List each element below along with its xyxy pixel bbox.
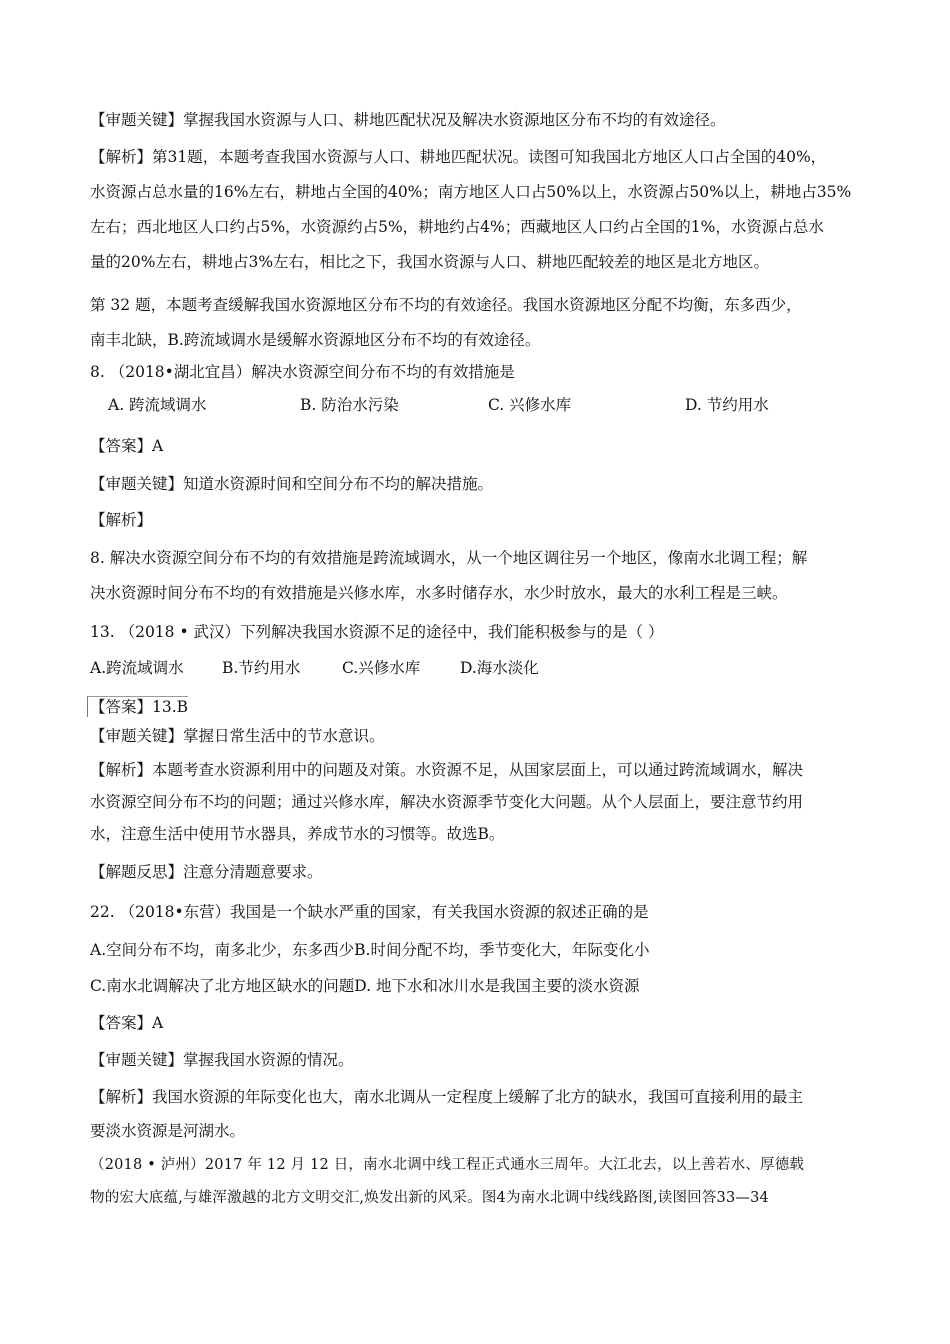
text-line: 物的宏大底蕴,与雄浑激越的北方文明交汇,焕发出新的风采。图4为南水北调中线线路图,读图回答33—34 (90, 1190, 769, 1206)
text-line: 8. 解决水资源空间分布不均的有效措施是跨流域调水，从一个地区调往另一个地区，像南水北调工程；解 (90, 549, 808, 567)
text-line: 水资源占总水量的16%左右，耕地占全国的40%；南方地区人口占50%以上，水资源占50%以上，耕地占35% (90, 183, 852, 201)
text-line: 【解析】第31题，本题考查我国水资源与人口、耕地匹配状况。读图可知我国北方地区人口占全国的40%， (90, 148, 827, 166)
q8-option-c: C. 兴修水库 (488, 396, 572, 414)
q8-option-a: A. 跨流域调水 (108, 396, 207, 414)
q13-option-d: D.海水淡化 (460, 659, 539, 677)
text-line: 【解析】 (90, 511, 153, 529)
text-line: 水资源空间分布不均的问题；通过兴修水库，解决水资源季节变化大问题。从个人层面上，要注意节约用 (90, 793, 804, 811)
text-line: 南丰北缺，B.跨流域调水是缓解水资源地区分布不均的有效途径。 (90, 331, 541, 349)
text-line: 【审题关键】掌握日常生活中的节水意识。 (90, 727, 385, 745)
text-line: 【解析】本题考查水资源利用中的问题及对策。水资源不足，从国家层面上，可以通过跨流域调水，解决 (90, 761, 804, 779)
q22-options-cd: C.南水北调解决了北方地区缺水的问题D. 地下水和冰川水是我国主要的淡水资源 (90, 977, 640, 995)
question-22: 22. （2018•东营）我国是一个缺水严重的国家，有关我国水资源的叙述正确的是 (90, 903, 649, 921)
text-line: 左右；西北地区人口约占5%，水资源约占5%，耕地约占4%；西藏地区人口约占全国的1%，水资源占总水 (90, 218, 824, 236)
text-line: 量的20%左右，耕地占3%左右，相比之下，我国水资源与人口、耕地匹配较差的地区是北方地区。 (90, 253, 770, 271)
text-line: （2018 • 泸州）2017 年 12 月 12 日，南水北调中线工程正式通水三周年。大江北去，以上善若水、厚德载 (90, 1157, 805, 1173)
q8-option-d: D. 节约用水 (685, 396, 769, 414)
q22-options-ab: A.空间分布不均，南多北少，东多西少B.时间分配不均，季节变化大，年际变化小 (90, 941, 650, 959)
q8-option-b: B. 防治水污染 (300, 396, 399, 414)
text-line: 【解析】我国水资源的年际变化也大，南水北调从一定程度上缓解了北方的缺水，我国可直接利用的最主 (90, 1088, 804, 1106)
text-line: 要淡水资源是河湖水。 (90, 1122, 246, 1140)
answer-line: 【答案】13.B (87, 696, 188, 717)
answer-line: 【答案】A (90, 1014, 164, 1032)
q13-option-b: B.节约用水 (222, 659, 301, 677)
text-line: 水，注意生活中使用节水器具，养成节水的习惯等。故选B。 (90, 825, 505, 843)
text-line: 【审题关键】知道水资源时间和空间分布不均的解决措施。 (90, 475, 494, 493)
answer-line: 【答案】A (90, 437, 164, 455)
text-line: 【解题反思】注意分清题意要求。 (90, 863, 323, 881)
question-8: 8. （2018•湖北宜昌）解决水资源空间分布不均的有效措施是 (90, 363, 515, 381)
text-line: 【审题关键】掌握我国水资源的情况。 (90, 1051, 354, 1069)
question-13: 13. （2018 • 武汉）下列解决我国水资源不足的途径中，我们能积极参与的是（ ） (90, 623, 664, 641)
text-line: 【审题关键】掌握我国水资源与人口、耕地匹配状况及解决水资源地区分布不均的有效途径。 (90, 111, 726, 129)
text-line: 第 32 题，本题考查缓解我国水资源地区分布不均的有效途径。我国水资源地区分配不均衡，东多西少， (90, 296, 802, 314)
text-line: 决水资源时间分布不均的有效措施是兴修水库，水多时储存水，水少时放水，最大的水利工程是三峡。 (90, 584, 788, 602)
q13-option-c: C.兴修水库 (342, 659, 421, 677)
q13-option-a: A.跨流域调水 (90, 659, 184, 677)
